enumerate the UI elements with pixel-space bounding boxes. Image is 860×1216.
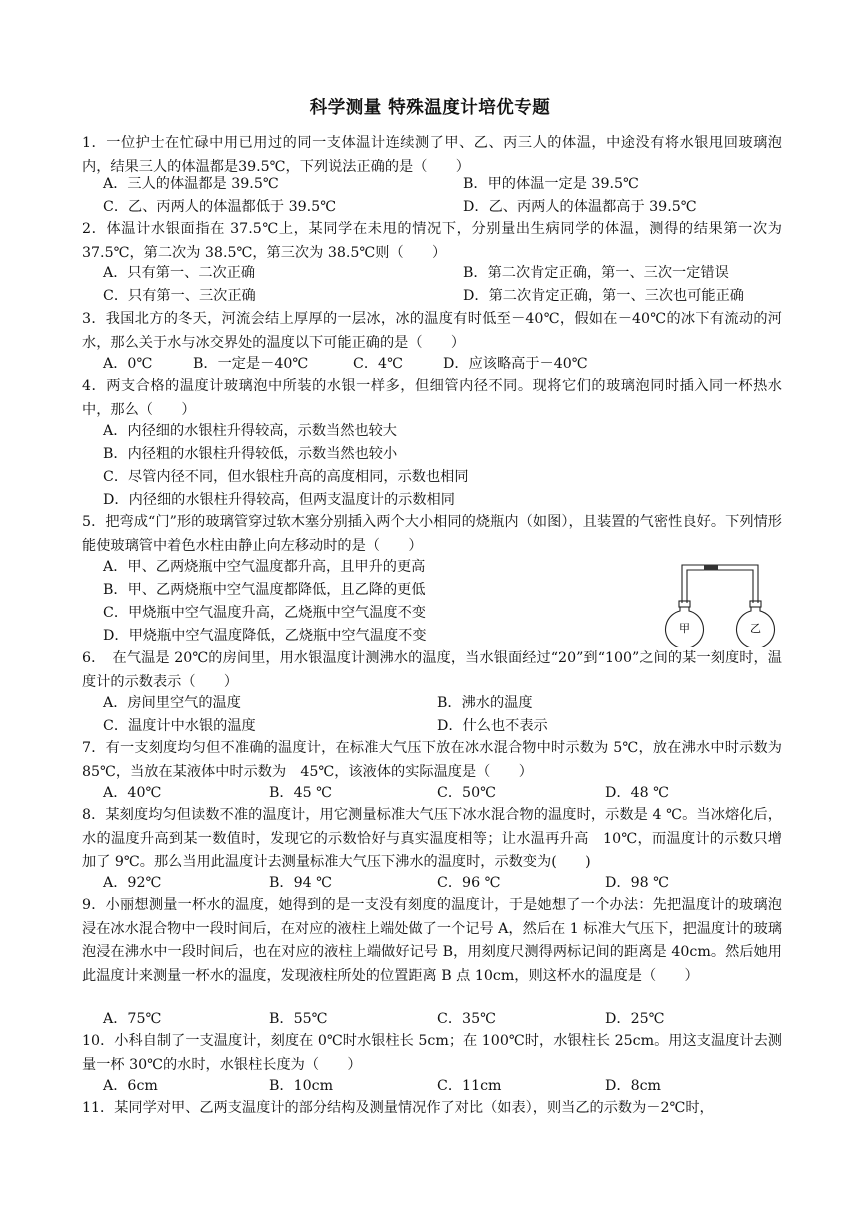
option-b: B．55℃ (269, 1011, 328, 1027)
question-9-stem: 9．小丽想测量一杯水的温度，她得到的是一支没有刻度的温度计，于是她想了一个办法：先把温度计的玻璃泡浸在冰水混合物中一段时间后，在对应的液柱上端处做了一个记号 A，然后在 1 标准大气压下，把温度计的玻璃泡浸在沸水中一段时间后，也在对应的液柱上端做好记号 B，用刻度尺测得两标记间的距离是 40cm。然后她用此温度计来测量一杯水的温度，发现液柱所处的位置距离 B 点 10cm，则这杯水的温度是（ ） (82, 897, 782, 984)
option-c: C．只有第一、三次正确 (103, 288, 256, 304)
option-d: D．什么也不表示 (437, 718, 548, 734)
option-d: D．第二次肯定正确，第一、三次也可能正确 (463, 288, 744, 304)
option-d: D．应该略高于－40℃ (443, 356, 588, 372)
option-d: D．8cm (605, 1078, 661, 1094)
question-4-option-a: A．内径细的水银柱升得较高，示数当然也较大 (103, 423, 397, 439)
bent-tube-outer (682, 565, 758, 603)
option-d: D．48 ℃ (605, 785, 669, 801)
question-5-option-b: B．甲、乙两烧瓶中空气温度都降低，且乙降的更低 (103, 582, 426, 598)
question-5-option-a: A．甲、乙两烧瓶中空气温度都升高，且甲升的更高 (103, 559, 426, 575)
option-d: D．98 ℃ (605, 875, 669, 891)
option-b: B．45 ℃ (269, 785, 333, 801)
question-4-option-c: C．尽管内径不同，但水银柱升高的高度相同，示数也相同 (103, 469, 469, 485)
question-5-option-d: D．甲烧瓶中空气温度降低，乙烧瓶中空气温度不变 (103, 628, 427, 644)
page-title: 科学测量 特殊温度计培优专题 (309, 98, 551, 118)
flask-label-yi: 乙 (750, 622, 761, 635)
option-a: A．只有第一、二次正确 (103, 265, 256, 281)
question-4-option-d: D．内径细的水银柱升得较高，但两支温度计的示数相同 (103, 492, 455, 508)
question-6-stem: 6． 在气温是 20℃的房间里，用水银温度计测沸水的温度，当水银面经过“20”到“100”之间的某一刻度时，温度计的示数表示（ ） (82, 650, 782, 690)
option-a: A．房间里空气的温度 (103, 695, 241, 711)
option-a: A．75℃ (103, 1011, 162, 1027)
option-c: C．50℃ (437, 785, 496, 801)
option-c: C．乙、丙两人的体温都低于 39.5℃ (103, 199, 337, 215)
option-c: C．4℃ (353, 356, 403, 372)
question-8-stem: 8．某刻度均匀但读数不准的温度计，用它测量标准大气压下冰水混合物的温度时，示数是 4 ℃。当冰熔化后，水的温度升高到某一数值时，发现它的示数恰好与真实温度相等；让水温再升高 10℃，而温度计的示数只增加了 9℃。那么当用此温度计去测量标准大气压下沸水的温度时，示数变为( ) (82, 807, 782, 871)
flask-label-jia: 甲 (679, 622, 690, 635)
option-a: A．6cm (103, 1078, 158, 1094)
option-b: B．10cm (269, 1078, 334, 1094)
question-4-option-b: B．内径粗的水银柱升得较低，示数当然也较小 (103, 446, 398, 462)
option-d: D．乙、丙两人的体温都高于 39.5℃ (463, 199, 697, 215)
option-c: C．11cm (437, 1078, 502, 1094)
option-b: B．94 ℃ (269, 875, 333, 891)
question-5-stem: 5．把弯成“门”形的玻璃管穿过软木塞分别插入两个大小相同的烧瓶内（如图），且装置的气密性良好。下列情形能使玻璃管中着色水柱由静止向左移动时的是（ ） (82, 514, 782, 554)
option-a: A．三人的体温都是 39.5℃ (103, 176, 279, 192)
question-7-stem: 7．有一支刻度均匀但不准确的温度计，在标准大气压下放在冰水混合物中时示数为 5℃，放在沸水中时示数为 85℃，当放在某液体中时示数为 45℃，该液体的实际温度是（ ） (82, 740, 782, 780)
option-a: A．40℃ (103, 785, 162, 801)
option-c: C．35℃ (437, 1011, 496, 1027)
option-b: B．沸水的温度 (437, 695, 533, 711)
stopper-left (679, 601, 690, 607)
option-a: A．92℃ (103, 875, 162, 891)
option-c: C．温度计中水银的温度 (103, 718, 256, 734)
option-c: C．96 ℃ (437, 875, 501, 891)
question-4-stem: 4．两支合格的温度计玻璃泡中所装的水银一样多，但细管内径不同。现将它们的玻璃泡同时插入同一杯热水中，那么（ ） (82, 378, 782, 418)
option-b: B．第二次肯定正确，第一、三次一定错误 (463, 265, 729, 281)
water-column (704, 565, 718, 571)
question-11-stem: 11．某同学对甲、乙两支温度计的部分结构及测量情况作了对比（如表），则当乙的示数为－2℃时， (82, 1100, 714, 1116)
option-a: A．0℃ (103, 356, 153, 372)
question-3-stem: 3．我国北方的冬天，河流会结上厚厚的一层冰，冰的温度有时低至－40℃，假如在－40℃的冰下有流动的河水，那么关于水与冰交界处的温度以下可能正确的是（ ） (82, 311, 782, 351)
question-10-stem: 10．小科自制了一支温度计，刻度在 0℃时水银柱长 5cm；在 100℃时，水银柱长 25cm。用这支温度计去测量一杯 30℃的水时，水银柱长度为（ ） (82, 1033, 782, 1073)
question-1-stem: 1．一位护士在忙碌中用已用过的同一支体温计连续测了甲、乙、丙三人的体温，中途没有将水银甩回玻璃泡内，结果三人的体温都是39.5℃，下列说法正确的是（ ） (82, 135, 782, 175)
option-b: B．甲的体温一定是 39.5℃ (463, 176, 639, 192)
option-d: D．25℃ (605, 1011, 665, 1027)
option-b: B．一定是－40℃ (193, 356, 309, 372)
bent-tube-inner (687, 570, 753, 603)
question-5-option-c: C．甲烧瓶中空气温度升高，乙烧瓶中空气温度不变 (103, 605, 426, 621)
question-2-stem: 2．体温计水银面指在 37.5℃上，某同学在未甩的情况下，分别量出生病同学的体温，测得的结果第一次为 37.5℃，第二次为 38.5℃，第三次为 38.5℃则（ ） (82, 221, 782, 261)
flask-apparatus-figure (656, 551, 784, 647)
stopper-right (750, 601, 761, 607)
